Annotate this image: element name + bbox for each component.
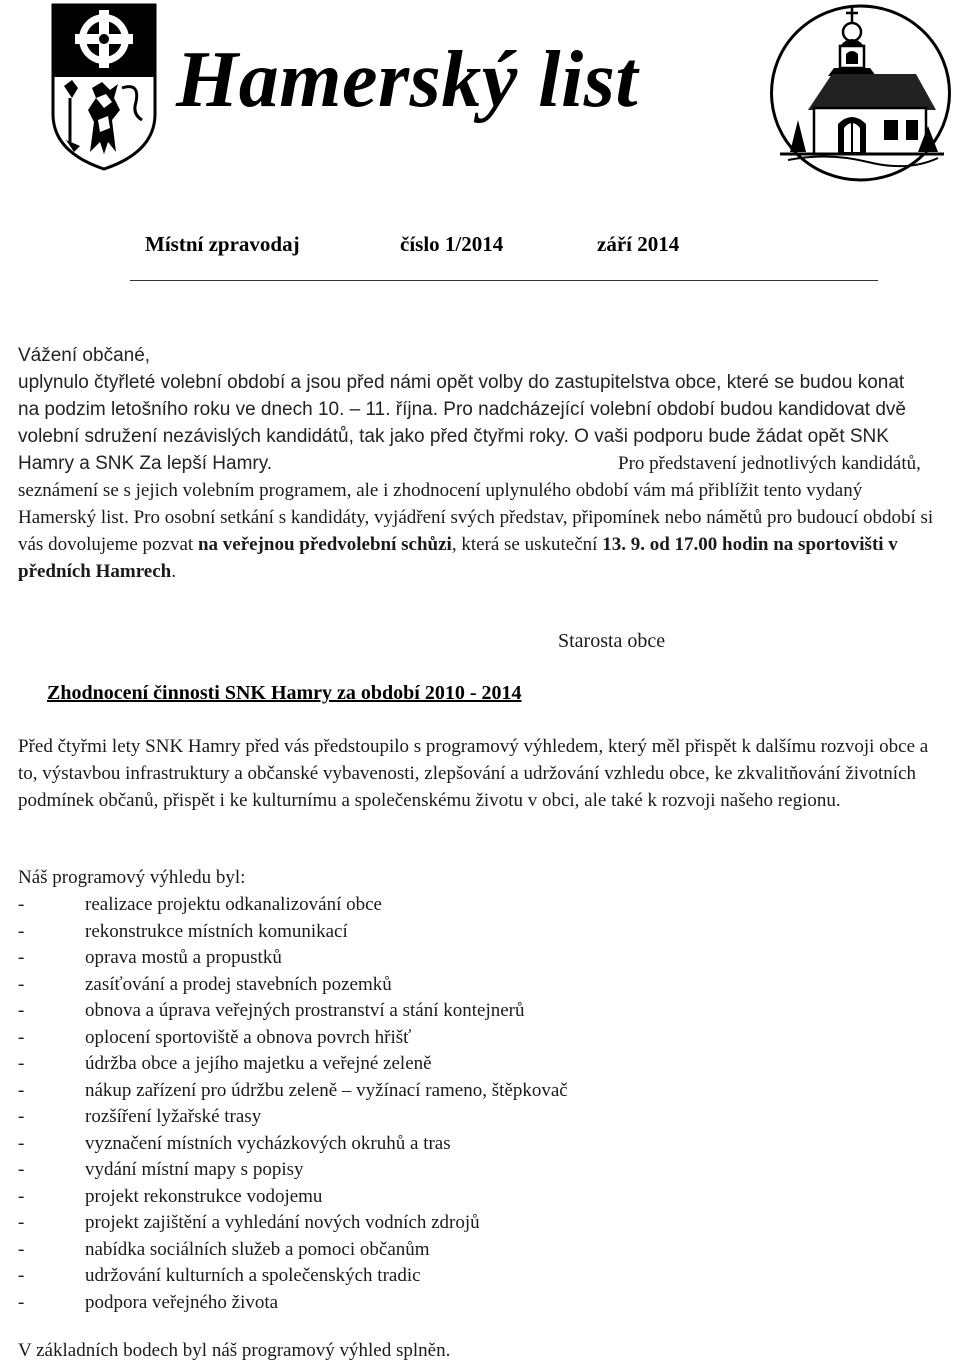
section-heading: Zhodnocení činnosti SNK Hamry za období 2010 - 2014 — [47, 682, 522, 704]
list-marker: - — [18, 947, 25, 968]
list-item-text: projekt zajištění a vyhledání nových vodních zdrojů — [85, 1212, 480, 1233]
list-item-text: zasíťování a prodej stavebních pozemků — [85, 973, 392, 995]
list-item-text: nabídka sociálních služeb a pomoci občanům — [85, 1238, 430, 1260]
list-item — [18, 1025, 568, 1052]
closing-text: V základních bodech byl náš programový výhled splněn. — [18, 1340, 451, 1361]
list-item — [18, 1237, 568, 1264]
list-marker: - — [18, 1159, 25, 1180]
intro-paragraph-start: uplynulo čtyřleté volební období a jsou před námi opět volby do zastupitelstva obce, které se budou konat na podzim letošního roku ve dnech 10. – 11. října. Pro nadcházející volební období budou kandidovat dvě volební sdružení nezávislých kandidátů, tak jako před čtyřmi roky. O vaši podporu bude žádat opět SNK Hamry a SNK Za lepší Hamry. — [18, 372, 906, 474]
list-item-text: rozšíření lyžařské trasy — [85, 1106, 262, 1127]
meeting-highlight: na veřejnou předvolební schůzi — [197, 534, 452, 555]
list-item — [18, 1210, 568, 1237]
list-item-text: udržování kulturních a společenských tradic — [85, 1265, 421, 1286]
publication-label: Místní zpravodaj — [145, 232, 300, 256]
list-marker: - — [18, 973, 25, 995]
section-paragraph — [18, 733, 938, 814]
issue-number: číslo 1/2014 — [400, 232, 504, 256]
list-intro: Náš programový výhledu byl: — [18, 867, 246, 888]
list-item — [18, 919, 568, 946]
intro-paragraph — [18, 450, 938, 585]
header-divider — [130, 280, 878, 281]
signature: Starosta obce — [558, 630, 666, 652]
list-marker: - — [18, 920, 25, 942]
issue-date: září 2014 — [597, 232, 680, 256]
list-item — [18, 1157, 568, 1184]
list-marker: - — [18, 1238, 25, 1260]
list-item — [18, 1131, 568, 1158]
list-item — [18, 998, 568, 1025]
list-item-text: rekonstrukce místních komunikací — [85, 920, 348, 942]
list-marker: - — [18, 1212, 25, 1233]
list-item — [18, 892, 568, 919]
greeting: Vážení občané, — [18, 345, 151, 366]
list-item — [18, 1051, 568, 1078]
list-marker: - — [18, 1185, 25, 1207]
list-item-text: obnova a úprava veřejných prostranství a stání kontejnerů — [85, 1000, 525, 1021]
list-item — [18, 945, 568, 972]
list-marker: - — [18, 1079, 25, 1101]
list-item-text: údržba obce a jejího majetku a veřejné zeleně — [85, 1053, 432, 1074]
list-item — [18, 1078, 568, 1105]
list-item-text: vydání místní mapy s popisy — [85, 1159, 304, 1180]
list-item-text: oplocení sportoviště a obnova povrch hřišť — [85, 1026, 412, 1048]
list-item-text: vyznačení místních vycházkových okruhů a tras — [85, 1132, 451, 1154]
list-item-text: projekt rekonstrukce vodojemu — [85, 1185, 323, 1207]
list-item — [18, 1290, 568, 1317]
intro-text-c: , která se uskuteční — [451, 534, 598, 555]
coat-of-arms-icon — [50, 2, 158, 172]
list-item-text: oprava mostů a propustků — [85, 947, 282, 968]
list-marker: - — [18, 1053, 25, 1074]
list-marker: - — [18, 1265, 25, 1286]
list-item — [18, 972, 568, 999]
list-item — [18, 1104, 568, 1131]
list-marker: - — [18, 1000, 25, 1021]
list-item-text: podpora veřejného života — [85, 1291, 279, 1313]
meeting-time-place: 13. 9. od 17.00 hodin na sportovišti v předních Hamrech — [18, 534, 898, 582]
list-marker: - — [18, 1291, 25, 1313]
list-marker: - — [18, 1132, 25, 1154]
list-item-text: realizace projektu odkanalizování obce — [85, 894, 382, 915]
section-paragraph-text: Před čtyřmi lety SNK Hamry před vás předstoupilo s programový výhledem, který měl přispět k dalšímu rozvoji obce a to, výstavbou infrastruktury a občanské vybavenosti, zlepšování a udržování vzhledu obce, ke zkvalitňování životních podmínek občanů, přispět i ke kulturnímu a společenskému životu v obci, ale také k rozvoji našeho regionu. — [18, 736, 929, 811]
list-marker: - — [18, 1106, 25, 1127]
list-item — [18, 1263, 568, 1290]
list-marker: - — [18, 1026, 25, 1048]
masthead-title: Hamerský list — [176, 36, 639, 124]
intro-text-end: . — [171, 561, 176, 582]
list-marker: - — [18, 894, 25, 915]
program-list — [18, 892, 568, 1316]
list-item — [18, 1184, 568, 1211]
church-icon — [768, 2, 953, 184]
list-item-text: nákup zařízení pro údržbu zeleně – vyžínací rameno, štěpkovač — [85, 1079, 568, 1101]
intro-text-b: Pro představení jednotlivých kandidátů, seznámení se s jejich volebním programem, ale i zhodnocení uplynulého období vám má přiblížit tento vydaný Hamerský list. Pro osobní setkání s kandidáty, vyjádření svých představ, připomínek nebo námětů pro budoucí období si vás dovolujeme pozvat — [18, 453, 934, 555]
